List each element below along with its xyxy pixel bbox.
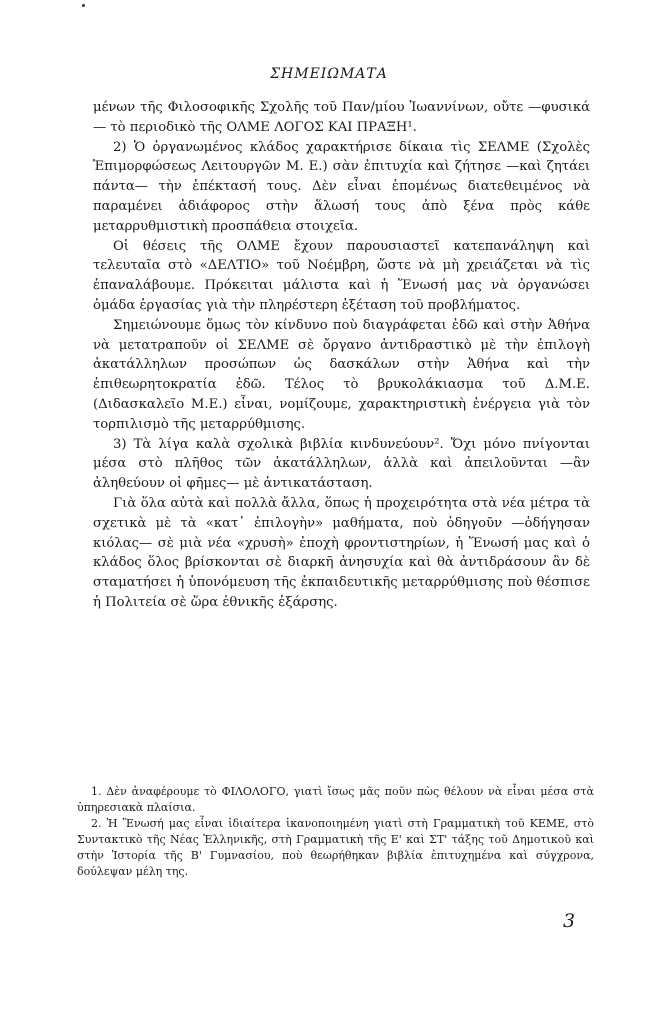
footnote-1: 1. Δὲν ἀναφέρουμε τὸ ΦΙΛΟΛΟΓΟ, γιατὶ ἴσως μᾶς ποῦν πὼς θέλουν νὰ εἶναι μέσα στὰ ὑπηρεσιακὰ πλαίσια.	[77, 785, 594, 814]
footnote-2: 2. Ἡ Ἕνωσή μας εἶναι ἰδιαίτερα ἱκανοποιημένη γιατὶ στὴ Γραμματικὴ τοῦ ΚΕΜΕ, στὸ Συντακτικὸ τῆς Νέας Ἑλληνικῆς, στὴ Γραμματικὴ τῆς Ε' καὶ ΣΤ' τάξης τοῦ Δημοτικοῦ καὶ στὴν Ἱστορία τῆς Β' Γυμνασίου, ποὺ θεωρήθηκαν βιβλία ἐπιτυχημένα καὶ σύγχρονα, δούλεψαν μέλη της.	[77, 817, 594, 878]
paragraph-point-3: 3) Τὰ λίγα καλὰ σχολικὰ βιβλία κινδυνεύουν². Ὄχι μόνο πνίγονται μέσα στὸ πλῆθος τῶν ἀκατάλληλων, ἀλλὰ καὶ ἀπειλοῦνται —ἂν ἀληθεύουν οἱ φῆμες— μὲ ἀντικατάσταση.	[93, 436, 590, 492]
ink-speck	[82, 4, 85, 7]
paragraph-olme-positions: Οἱ θέσεις τῆς ΟΛΜΕ ἔχουν παρουσιαστεῖ κατεπανάληψη καὶ τελευταῖα στὸ «ΔΕΛΤΙΟ» τοῦ Νοέμβρη, ὥστε νὰ μὴ χρειάζεται νὰ τὶς ἐπαναλάβουμε. Πρόκειται μάλιστα καὶ ἡ Ἕνωσή μας νὰ ὀργανώσει ὁμάδα ἐργασίας γιὰ τὴν πληρέστερη ἐξέταση τοῦ προβλήματος.	[93, 238, 590, 313]
paragraph-continuation: μένων τῆς Φιλοσοφικῆς Σχολῆς τοῦ Παν/μίου Ἰωαννίνων, οὔτε —φυσικά— τὸ περιοδικὸ τῆς ΟΛΜΕ ΛΟΓΟΣ ΚΑΙ ΠΡΑΞΗ¹.	[93, 100, 590, 135]
page-number: 3	[563, 910, 576, 932]
page-header-title: ΣΗΜΕΙΩΜΑΤΑ	[270, 66, 388, 82]
paragraph-point-2: 2) Ὁ ὀργανωμένος κλάδος χαρακτήρισε δίκαια τὶς ΣΕΛΜΕ (Σχολὲς Ἐπιμορφώσεως Λειτουργῶν Μ. Ε.) σὰν ἐπιτυχία καὶ ζήτησε —καὶ ζητάει πάντα— τὴν ἐπέκτασή τους. Δὲν εἶναι ἑπομένως διατεθειμένος νὰ παραμένει ἀδιάφορος στὴν ἅλωσή τους ἀπὸ ξένα πρὸς κάθε μεταρρυθμιστικὴ προσπάθεια στοιχεῖα.	[93, 139, 590, 234]
paragraph-conclusion: Γιὰ ὅλα αὐτὰ καὶ πολλὰ ἄλλα, ὅπως ἡ προχειρότητα στὰ νέα μέτρα τὰ σχετικὰ μὲ τὰ «κατ᾽ ἐπιλογὴν» μαθήματα, ποὺ ὁδηγοῦν —ὁδήγησαν κιόλας— σὲ μιὰ νέα «χρυσὴ» ἐποχὴ φροντιστηρίων, ἡ Ἕνωσή μας καὶ ὁ κλάδος ὅλος βρίσκονται σὲ διαρκῆ ἀνησυχία καὶ θὰ ἀντιδράσουν ἂν δὲ σταματήσει ἡ ὑπονόμευση τῆς ἐκπαιδευτικῆς μεταρρύθμισης ποὺ θέσπισε ἡ Πολιτεία σὲ ὥρα ἐθνικῆς ἐξάρσης.	[93, 495, 590, 610]
footnotes	[77, 784, 594, 880]
paragraph-danger-note: Σημειώνουμε ὅμως τὸν κίνδυνο ποὺ διαγράφεται ἐδῶ καὶ στὴν Ἀθήνα νὰ μετατραποῦν οἱ ΣΕΛΜΕ σὲ ὄργανο ἀντιδραστικὸ μὲ τὴν ἐπιλογὴ ἀκατάλληλων προσώπων ὡς δασκάλων στὴν Ἀθήνα καὶ τὴν ἐπιθεωρητοκρατία ἐδῶ. Τέλος τὸ βρυκολάκιασμα τοῦ Δ.Μ.Ε. (Διδασκαλεῖο Μ.Ε.) εἶναι, νομίζουμε, χαρακτηριστικὴ ἐνέργεια γιὰ τὸν τορπιλισμὸ τῆς μεταρρύθμισης.	[93, 317, 590, 432]
main-text	[93, 98, 590, 613]
